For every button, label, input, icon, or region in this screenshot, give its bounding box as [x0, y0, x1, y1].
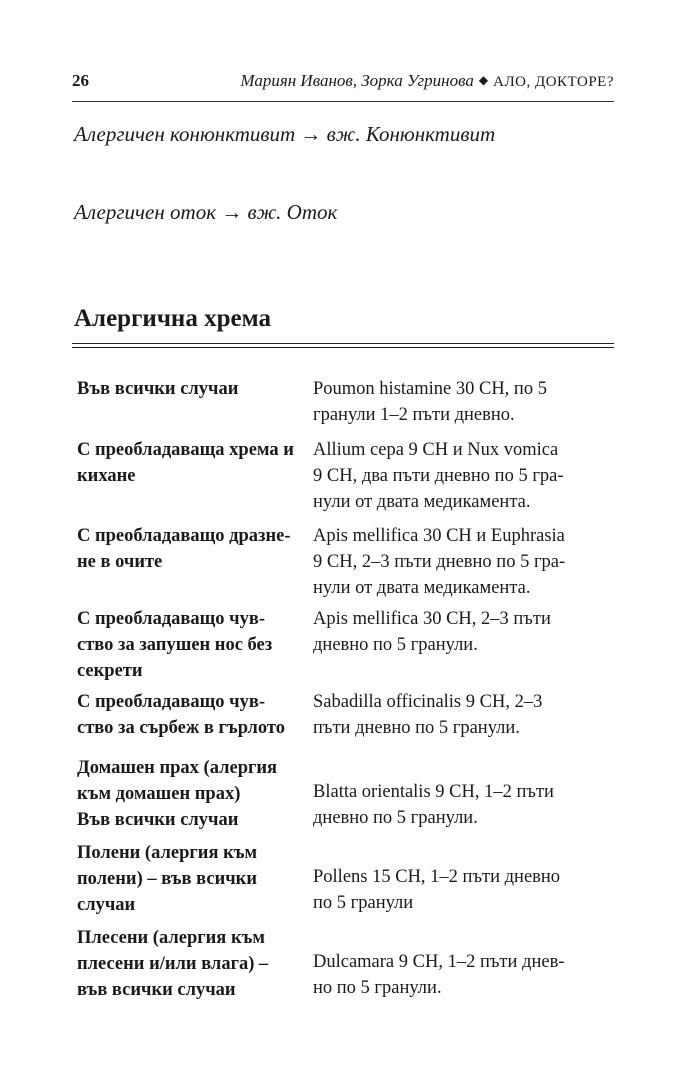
- remedy-line: по 5 гранули: [313, 893, 414, 913]
- remedy-line: 9 CH, два пъти дневно по 5 гра-: [313, 466, 564, 486]
- remedy-cell: [313, 779, 613, 831]
- condition-cell: [77, 437, 309, 489]
- section-title: Алергична хрема: [74, 305, 271, 332]
- remedy-line: Pollens 15 CH, 1–2 пъти дневно: [313, 867, 561, 887]
- remedy-cell: [313, 437, 613, 515]
- running-head-bullet: ◆: [478, 73, 489, 87]
- remedy-line: но по 5 гранули.: [313, 978, 442, 998]
- condition-line: плесени и/или влага) –: [77, 954, 269, 974]
- remedy-line: нули от двата медикамента.: [313, 578, 531, 598]
- condition-line: секрети: [77, 661, 143, 681]
- remedy-line: Sabadilla officinalis 9 CH, 2–3: [313, 692, 543, 712]
- remedy-cell: [313, 523, 613, 601]
- remedy-line: Apis mellifica 30 CH, 2–3 пъти: [313, 609, 551, 629]
- remedy-line: Blatta orientalis 9 CH, 1–2 пъти: [313, 782, 554, 802]
- cross-reference: Алергичен оток → вж. Оток: [74, 200, 338, 224]
- remedy-line: дневно по 5 гранули.: [313, 808, 478, 828]
- condition-line: Във всички случаи: [77, 810, 239, 830]
- condition-line: С преобладаваща хрема и: [77, 440, 294, 460]
- remedy-cell: [313, 864, 613, 916]
- condition-line: полени) – във всички: [77, 869, 258, 889]
- condition-cell: [77, 689, 309, 741]
- remedy-cell: [313, 689, 613, 741]
- cross-reference: Алергичен конюнктивит → вж. Конюнктивит: [74, 122, 496, 146]
- remedy-line: нули от двата медикамента.: [313, 492, 531, 512]
- remedy-line: Poumon histamine 30 CH, по 5: [313, 379, 547, 399]
- condition-line: С преобладаващо дразне-: [77, 526, 291, 546]
- remedy-cell: [313, 606, 613, 658]
- condition-line: С преобладаващо чув-: [77, 692, 265, 712]
- condition-line: Плесени (алергия към: [77, 928, 265, 948]
- condition-line: Във всички случаи: [77, 379, 239, 399]
- condition-line: Полени (алергия към: [77, 843, 258, 863]
- condition-cell: [77, 523, 309, 575]
- condition-line: С преобладаващо чув-: [77, 609, 265, 629]
- remedy-cell: [313, 376, 613, 428]
- condition-line: кихане: [77, 466, 136, 486]
- condition-cell: [77, 376, 309, 402]
- condition-cell: [77, 755, 309, 833]
- condition-cell: [77, 606, 309, 684]
- running-head-authors: Мариян Иванов, Зорка Угринова: [240, 71, 474, 90]
- remedy-line: 9 CH, 2–3 пъти дневно по 5 гра-: [313, 552, 566, 572]
- condition-cell: [77, 925, 309, 1003]
- condition-cell: [77, 840, 309, 918]
- condition-line: ство за запушен нос без: [77, 635, 273, 655]
- condition-line: Домашен прах (алергия: [77, 758, 278, 778]
- condition-line: към домашен прах): [77, 784, 241, 804]
- header-rule: [72, 101, 614, 102]
- remedy-cell: [313, 949, 613, 1001]
- remedy-line: Allium cepa 9 CH и Nux vomica: [313, 440, 559, 460]
- condition-line: случаи: [77, 895, 136, 915]
- condition-line: не в очите: [77, 552, 163, 572]
- condition-line: ство за сърбеж в гърлото: [77, 718, 285, 738]
- remedy-line: пъти дневно по 5 гранули.: [313, 718, 520, 738]
- remedy-line: Dulcamara 9 CH, 1–2 пъти днев-: [313, 952, 565, 972]
- running-head: [240, 71, 614, 91]
- page-number: 26: [72, 71, 89, 90]
- condition-line: във всички случаи: [77, 980, 236, 1000]
- remedy-line: Apis mellifica 30 CH и Euphrasia: [313, 526, 565, 546]
- section-title-rule: [72, 343, 614, 348]
- running-head-book-title: АЛО, ДОКТОРЕ?: [493, 74, 614, 90]
- remedy-line: дневно по 5 гранули.: [313, 635, 478, 655]
- remedy-line: гранули 1–2 пъти дневно.: [313, 405, 515, 425]
